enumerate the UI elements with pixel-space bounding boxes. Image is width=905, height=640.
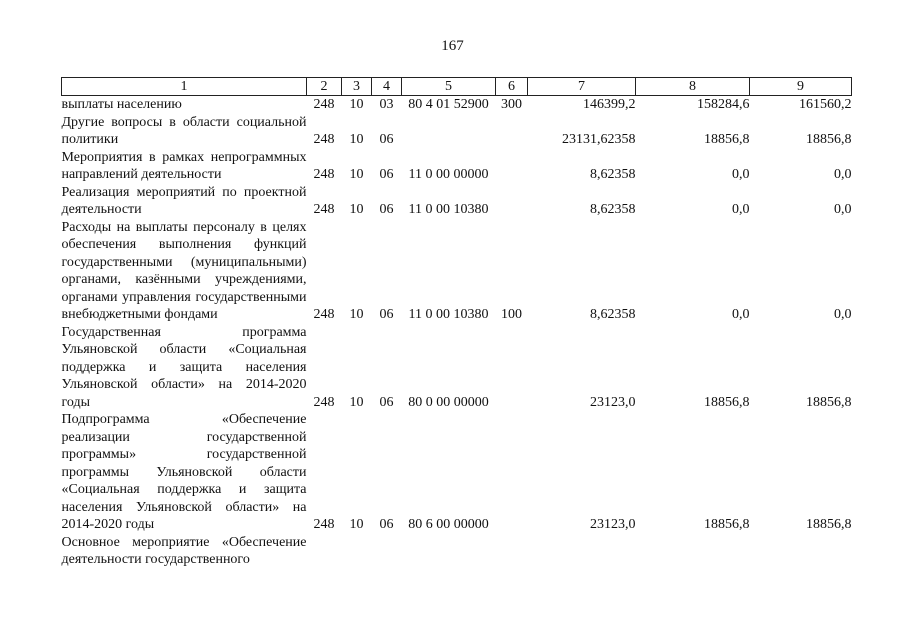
table-row (62, 534, 852, 569)
column-header-3: 3 (342, 78, 372, 96)
cell-section: 10 (349, 132, 364, 147)
cell-amount-col9: 18856,8 (806, 394, 852, 410)
cell-section: 10 (349, 97, 364, 112)
cell-expense-type: 300 (501, 97, 522, 112)
cell-target-article (402, 114, 496, 149)
cell-amount-col8: 0,0 (732, 202, 750, 217)
table-row (62, 114, 852, 149)
cell-expense-type (496, 114, 528, 149)
cell-expense-type (496, 411, 528, 534)
row-name: выплаты населению (61, 97, 182, 112)
cell-admin-code: 248 (313, 167, 335, 182)
column-header-1: 1 (62, 78, 307, 96)
cell-expense-type: 100 (501, 307, 522, 322)
cell-amount-col7 (528, 534, 636, 569)
cell-section (342, 534, 372, 569)
cell-amount-col8: 0,0 (732, 167, 750, 182)
header-row (62, 78, 852, 96)
cell-target-article: 80 6 00 00000 (408, 517, 489, 532)
cell-admin-code: 248 (313, 132, 335, 147)
cell-target-article: 11 0 00 10380 (408, 202, 489, 217)
cell-section: 10 (349, 394, 364, 410)
cell-amount-col8: 18856,8 (704, 517, 750, 532)
cell-expense-type (496, 149, 528, 184)
cell-subsection: 06 (379, 167, 394, 182)
table-row (62, 324, 852, 412)
cell-target-article (402, 534, 496, 569)
cell-amount-col7: 8,62358 (590, 202, 636, 217)
cell-amount-col7: 23123,0 (590, 517, 636, 532)
cell-amount-col7: 146399,2 (583, 97, 636, 112)
cell-subsection: 06 (379, 202, 394, 217)
table-row (62, 149, 852, 184)
cell-amount-col9 (750, 534, 852, 569)
cell-admin-code: 248 (313, 97, 335, 112)
cell-target-article: 11 0 00 10380 (408, 307, 489, 322)
cell-amount-col7: 23131,62358 (562, 132, 636, 147)
column-header-8: 8 (636, 78, 750, 96)
cell-subsection: 06 (379, 132, 394, 147)
budget-table-container (61, 77, 851, 569)
cell-subsection: 06 (379, 307, 394, 322)
cell-expense-type (496, 184, 528, 219)
table-row (62, 411, 852, 534)
cell-subsection (372, 534, 402, 569)
cell-admin-code (307, 534, 342, 569)
cell-amount-col8: 158284,6 (697, 97, 750, 112)
cell-admin-code: 248 (313, 307, 335, 322)
row-name: Государственная программа Ульяновской области «Социальная поддержка и защита населения Ульяновской области» на 2014-2020 годы (61, 324, 307, 410)
cell-target-article: 11 0 00 00000 (408, 167, 489, 182)
column-header-9: 9 (750, 78, 852, 96)
cell-amount-col9: 0,0 (834, 202, 852, 217)
cell-section: 10 (349, 307, 364, 322)
cell-amount-col9: 0,0 (834, 307, 852, 322)
cell-amount-col9: 161560,2 (799, 97, 852, 112)
row-name: Основное мероприятие «Обеспечение деятельности государственного (61, 534, 307, 567)
column-header-6: 6 (496, 78, 528, 96)
cell-admin-code: 248 (313, 517, 335, 532)
row-name: Подпрограмма «Обеспечение реализации государственной программы» государственной программы Ульяновской области «Социальная поддержка и защита населения Ульяновской области» на 2014-2020 годы (61, 412, 307, 532)
column-header-5: 5 (402, 78, 496, 96)
row-name: Расходы на выплаты персоналу в целях обеспечения выполнения функций государственными (муниципальными) органами, казёнными учреждениями, органами управления государственными внебюджетными фондами (61, 219, 307, 322)
row-name: Другие вопросы в области социальной политики (61, 114, 307, 147)
column-header-2: 2 (307, 78, 342, 96)
cell-expense-type (496, 324, 528, 412)
cell-subsection: 03 (379, 97, 394, 112)
cell-amount-col9: 18856,8 (806, 132, 852, 147)
table-row (62, 184, 852, 219)
cell-section: 10 (349, 517, 364, 532)
cell-amount-col9: 0,0 (834, 167, 852, 182)
cell-admin-code: 248 (313, 394, 335, 410)
column-header-4: 4 (372, 78, 402, 96)
cell-subsection: 06 (379, 394, 394, 410)
cell-amount-col9: 18856,8 (806, 517, 852, 532)
cell-admin-code: 248 (313, 202, 335, 217)
table-row (62, 219, 852, 324)
cell-amount-col7: 8,62358 (590, 307, 636, 322)
cell-amount-col8 (636, 534, 750, 569)
cell-target-article: 80 4 01 52900 (408, 97, 489, 112)
table-row (62, 96, 852, 114)
cell-subsection: 06 (379, 517, 394, 532)
page-number: 167 (441, 38, 464, 54)
cell-expense-type (496, 534, 528, 569)
column-header-7: 7 (528, 78, 636, 96)
row-name: Мероприятия в рамках непрограммных направлений деятельности (61, 149, 307, 182)
row-name: Реализация мероприятий по проектной деятельности (61, 184, 307, 217)
cell-amount-col8: 0,0 (732, 307, 750, 322)
cell-amount-col7: 23123,0 (590, 394, 636, 410)
cell-amount-col8: 18856,8 (704, 132, 750, 147)
cell-section: 10 (349, 202, 364, 217)
budget-table (61, 77, 852, 569)
cell-amount-col8: 18856,8 (704, 394, 750, 410)
cell-section: 10 (349, 167, 364, 182)
cell-amount-col7: 8,62358 (590, 167, 636, 182)
cell-target-article: 80 0 00 00000 (408, 394, 489, 410)
